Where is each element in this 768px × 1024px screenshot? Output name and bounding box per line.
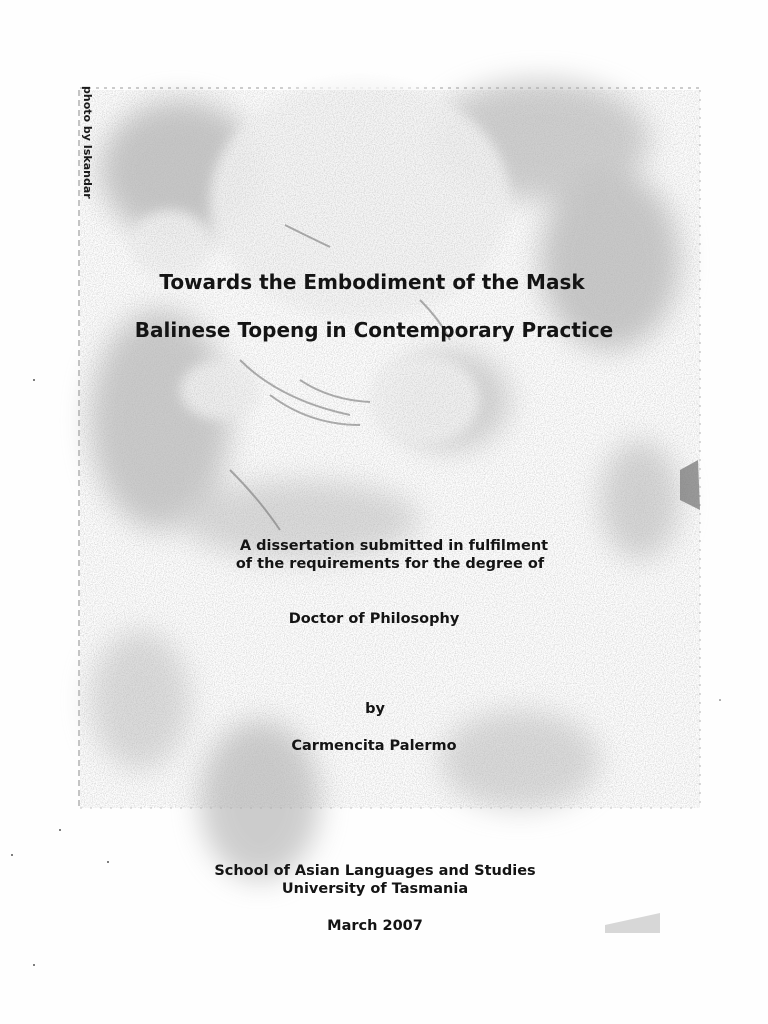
author: Carmencita Palermo: [291, 738, 457, 754]
date: March 2007: [327, 918, 423, 934]
university: University of Tasmania: [281, 881, 469, 897]
submission-line-1: A dissertation submitted in fulfilment: [239, 538, 549, 554]
degree: Doctor of Philosophy: [288, 611, 460, 627]
thesis-title-page: photo by Iskandar Towards the Embodiment of the Mask Balinese Topeng in Contemporary Practice A dissertation submitted in fulfilment of the requirements for the degree of Doctor of Philosophy by Carmencita Palermo School of Asian Languages and Studies University of Tasmania March 2007: [0, 0, 768, 1024]
submission-line-2: of the requirements for the degree of: [235, 556, 545, 572]
photo-credit: photo by Iskandar: [81, 86, 94, 199]
by-label: by: [365, 701, 385, 717]
school: School of Asian Languages and Studies: [214, 863, 536, 879]
